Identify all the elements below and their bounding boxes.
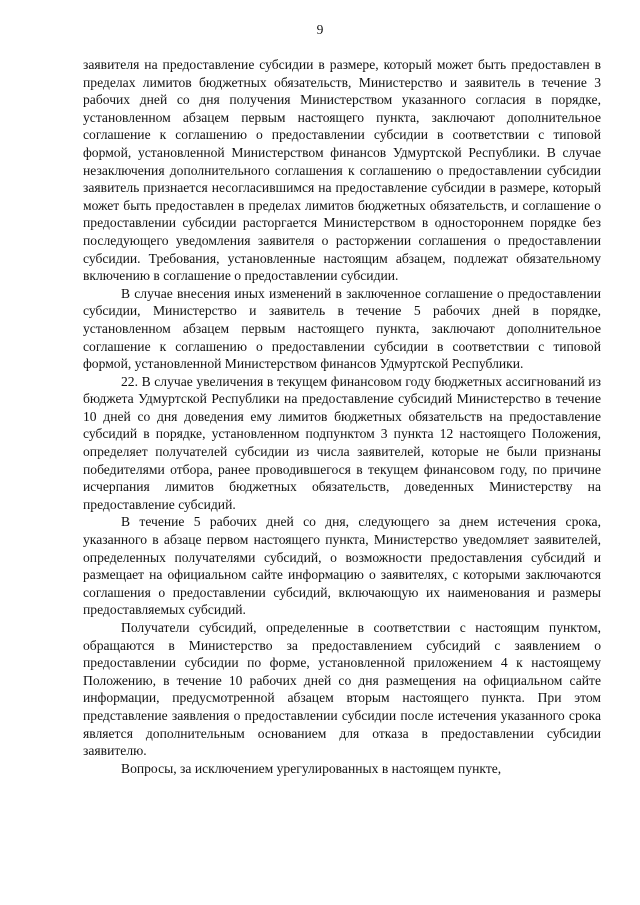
paragraph-6: Вопросы, за исключением урегулированных в настоящем пункте, [121, 760, 502, 776]
paragraph-3: 22. В случае увеличения в текущем финансовом году бюджетных ассигнований из бюджета Удмуртской Республики на предоставление субсидий Министерство в течение 10 дней со дня доведения ему лимитов бюджетных обязательств на предоставление субсидий в порядке, установленном подпунктом 3 пункта 12 настоящего Положения, определяет получателей субсидии из числа заявителей, которые не были признаны победителями отбора, ранее проводившегося в текущем финансовом году, по причине исчерпания лимитов бюджетных обязательств, доведенных Министерству на предоставление субсидий. [83, 373, 601, 512]
page-number: 9 [316, 22, 324, 37]
paragraph-5: Получатели субсидий, определенные в соответствии с настоящим пунктом, обращаются в Министерство за предоставлением субсидий с заявлением о предоставлении субсидии по форме, установленной приложением 4 к настоящему Положению, в течение 10 рабочих дней со дня размещения на официальном сайте информации, предусмотренной абзацем вторым настоящего пункта. При этом представление заявления о предоставлении субсидии после истечения указанного срока является дополнительным основанием для отказа в предоставлении субсидии заявителю. [83, 620, 601, 759]
paragraph-1: заявителя на предоставление субсидии в размере, который может быть предоставлен в пределах лимитов бюджетных обязательств, Министерство и заявитель в течение 3 рабочих дней со дня получения Министерством указанного согласия в порядке, установленном абзацем первым настоящего пункта, заключают дополнительное соглашение к соглашению о предоставлении субсидии в соответствии с типовой формой, установленной Министерством финансов Удмуртской Республики. В случае незаключения дополнительного соглашения к соглашению о предоставлении субсидии заявитель признается несогласившимся на предоставление субсидии в размере, который может быть предоставлен в пределах лимитов бюджетных обязательств, и соглашение о предоставлении субсидии расторгается Министерством в одностороннем порядке без последующего уведомления заявителя о расторжении соглашения о предоставлении субсидии. Требования, установленные настоящим абзацем, подлежат обязательному включению в соглашение о предоставлении субсидии. [83, 57, 601, 284]
document-body [83, 56, 601, 777]
paragraph-2: В случае внесения иных изменений в заключенное соглашение о предоставлении субсидии, Министерство и заявитель в течение 5 рабочих дней в порядке, установленном абзацем первым настоящего пункта, заключают дополнительное соглашение к соглашению о предоставлении субсидии в соответствии с типовой формой, установленной Министерством финансов Удмуртской Республики. [83, 285, 601, 372]
paragraph-4: В течение 5 рабочих дней со дня, следующего за днем истечения срока, указанного в абзаце первом настоящего пункта, Министерство уведомляет заявителей, определенных получателями субсидий, о возможности предоставления субсидий и размещает на официальном сайте информацию о заявителях, с которыми заключаются соглашения о предоставлении субсидий, включающую их наименования и размеры предоставляемых субсидий. [83, 514, 601, 618]
